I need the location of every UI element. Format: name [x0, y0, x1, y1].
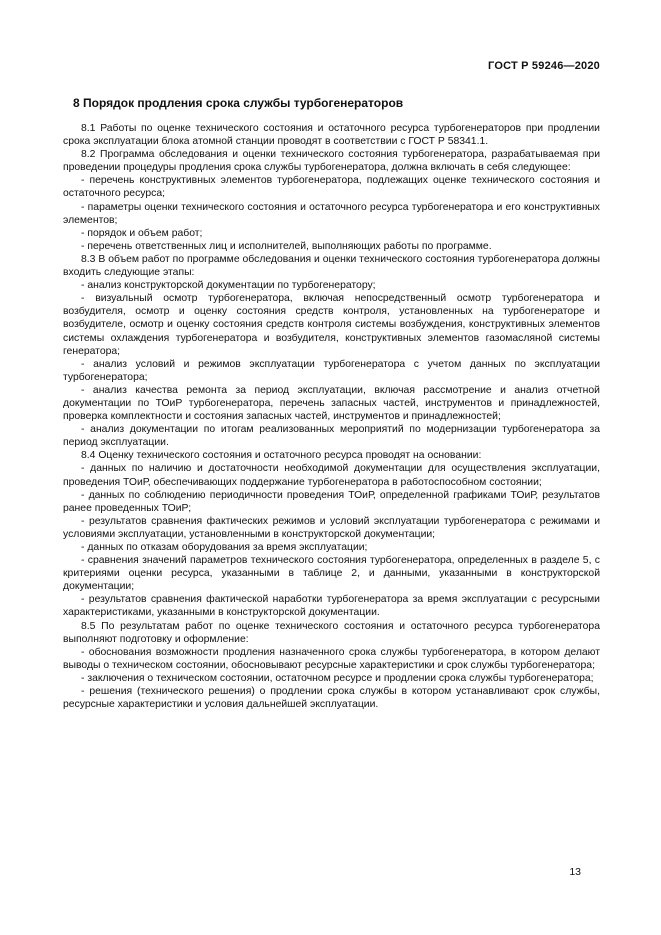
list-item: - перечень ответственных лиц и исполнителей, выполняющих работы по программе. [81, 240, 492, 252]
list-item: - перечень конструктивных элементов турбогенератора, подлежащих оценке технического состояния и остаточного ресурса; [63, 175, 600, 200]
list-item: - анализ конструкторской документации по турбогенератору; [81, 280, 376, 292]
list-item: - обоснования возможности продления назначенного срока службы турбогенератора, в котором делают выводы о техническом состоянии, обосновывают ресурсные характеристики и срок службы турбогенератора; [63, 646, 600, 671]
paragraph-8-1: 8.1 Работы по оценке технического состояния и остаточного ресурса турбогенераторов при продлении срока эксплуатации блока атомной станции проводят в соответствии с ГОСТ Р 58341.1. [63, 123, 600, 148]
list-item: - результатов сравнения фактической наработки турбогенератора за время эксплуатации с ресурсными характеристиками, указанными в конструкторской документации. [63, 594, 600, 619]
doc-code-header: ГОСТ Р 59246—2020 [488, 60, 600, 72]
list-item: - результатов сравнения фактических режимов и условий эксплуатации турбогенератора с режимами и условиями эксплуатации, установленными в конструкторской документации; [63, 515, 600, 540]
list-item: - заключения о техническом состоянии, остаточном ресурсе и продлении срока службы турбогенератора; [81, 672, 594, 684]
page-number: 13 [569, 866, 581, 878]
paragraph-8-3: 8.3 В объем работ по программе обследования и оценки технического состояния турбогенератора должны входить следующие этапы: [63, 253, 600, 279]
list-item: - порядок и объем работ; [81, 227, 203, 239]
paragraph-8-2: 8.2 Программа обследования и оценки технического состояния турбогенератора, разрабатываемая при проведении процедуры продления срока службы турбогенератора, должна включать в себя следующее: [63, 149, 600, 174]
list-item: - данных по наличию и достаточности необходимой документации для осуществления эксплуатации, проведения ТОиР, обеспечивающих поддержание турбогенератора в работоспособном состоянии; [63, 463, 600, 488]
list-item: - параметры оценки технического состояния и остаточного ресурса турбогенератора и его конструктивных элементов; [63, 201, 600, 226]
section-title: 8 Порядок продления срока службы турбогенераторов [73, 96, 404, 110]
paragraph-8-5: 8.5 По результатам работ по оценке технического состояния и остаточного ресурса турбогенератора выполняют подготовку и оформление: [63, 620, 600, 645]
list-item: - сравнения значений параметров технического состояния турбогенератора, определенных в разделе 5, с критериями оценки ресурса, указанными в таблице 2, и данными, указанными в конструкторской документации; [63, 555, 600, 593]
list-item: - анализ документации по итогам реализованных мероприятий по модернизации турбогенератора за период эксплуатации. [63, 424, 600, 449]
list-item: - анализ условий и режимов эксплуатации турбогенератора с учетом данных по эксплуатации турбогенератора; [63, 358, 600, 383]
page-content [63, 60, 600, 711]
list-item: - анализ качества ремонта за период эксплуатации, включая рассмотрение и анализ отчетной документации по ТОиР турбогенератора, перечень запасных частей, инструментов и принадлежностей, проверка комплектности и состояния запасных частей, инструментов и принадлежностей; [63, 384, 600, 423]
list-item: - данных по отказам оборудования за время эксплуатации; [81, 542, 368, 553]
list-item: - данных по соблюдению периодичности проведения ТОиР, определенной графиками ТОиР, результатов ранее проведенных ТОиР; [63, 489, 600, 514]
document-body [63, 122, 600, 711]
paragraph-8-4: 8.4 Оценку технического состояния и остаточного ресурса проводят на основании: [81, 450, 482, 462]
list-item: - визуальный осмотр турбогенератора, включая непосредственный осмотр турбогенератора и возбудителя, осмотр и оценку состояния средств контроля, установленных на турбогенераторе и возбудителе, осмотр и оценку состояния средств контроля системы возбуждения, конструктивных элементов системы охлаждения турбогенератора и возбудителя, конструктивных элементов газомасляной системы генератора; [63, 293, 600, 357]
list-item: - решения (технического решения) о продлении срока службы в котором устанавливают срок службы, ресурсные характеристики и условия дальнейшей эксплуатации. [63, 686, 600, 711]
